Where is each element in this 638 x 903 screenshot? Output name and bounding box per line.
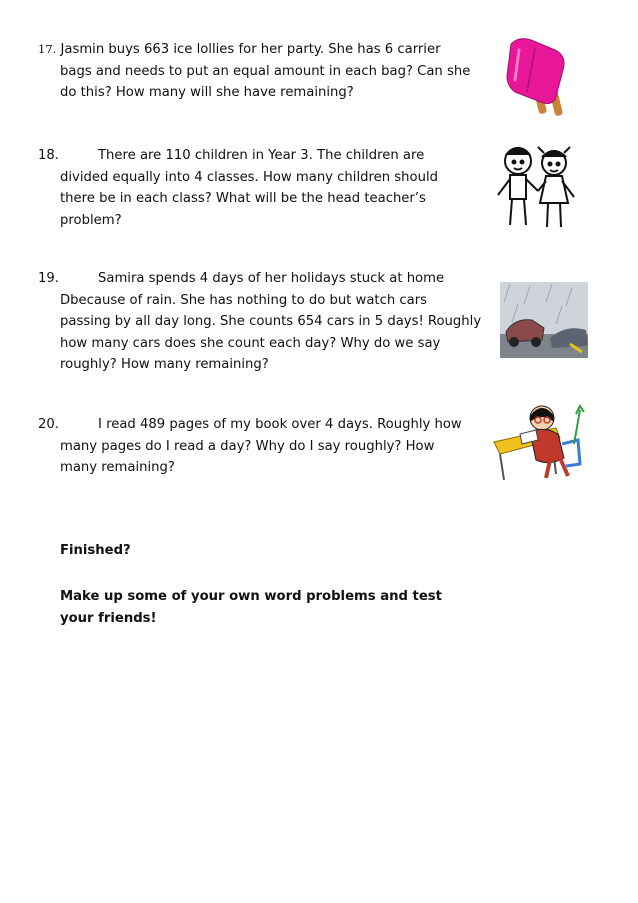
question-line: many pages do I read a day? Why do I say roughly? How <box>60 438 435 454</box>
question-line: Jasmin buys 663 ice lollies for her party. She has 6 carrier <box>60 42 441 57</box>
question-line: many remaining? <box>60 460 175 475</box>
finished-heading: Finished? <box>60 543 131 558</box>
question-18 <box>38 145 478 231</box>
question-line: do this? How many will she have remaining? <box>60 85 354 100</box>
question-number: 19. <box>38 271 59 286</box>
question-20 <box>38 414 488 479</box>
question-line: Samira spends 4 days of her holidays stuck at home <box>98 271 445 286</box>
children-holding-hands-icon <box>492 143 582 235</box>
question-line: problem? <box>60 212 122 228</box>
question-line: I read 489 pages of my book over 4 days. Roughly how <box>98 417 462 432</box>
question-number: 18. <box>38 148 59 163</box>
make-up-instruction: Make up some of your own word problems and test your friends! <box>60 589 442 626</box>
question-line: passing by all day long. She counts 654 cars in 5 days! Roughly <box>60 314 482 329</box>
question-line: There are 110 children in Year 3. The children are <box>98 148 425 163</box>
question-line: divided equally into 4 classes. How many children should <box>60 169 438 185</box>
question-line: bags and needs to put an equal amount in each bag? Can she <box>60 63 471 79</box>
question-17 <box>38 39 488 104</box>
question-line: there be in each class? What will be the head teacher’s <box>60 191 426 206</box>
question-line: how many cars does she count each day? Why do we say <box>60 335 441 351</box>
question-number: 20. <box>38 417 59 432</box>
question-line: Dbecause of rain. She has nothing to do but watch cars <box>60 292 428 308</box>
question-line: roughly? How many remaining? <box>60 357 269 372</box>
girl-reading-at-desk-icon <box>490 404 586 482</box>
question-number: 17. <box>38 42 57 56</box>
rainy-street-car-icon <box>500 282 588 358</box>
question-19 <box>38 268 508 376</box>
ice-lolly-icon <box>497 36 573 122</box>
